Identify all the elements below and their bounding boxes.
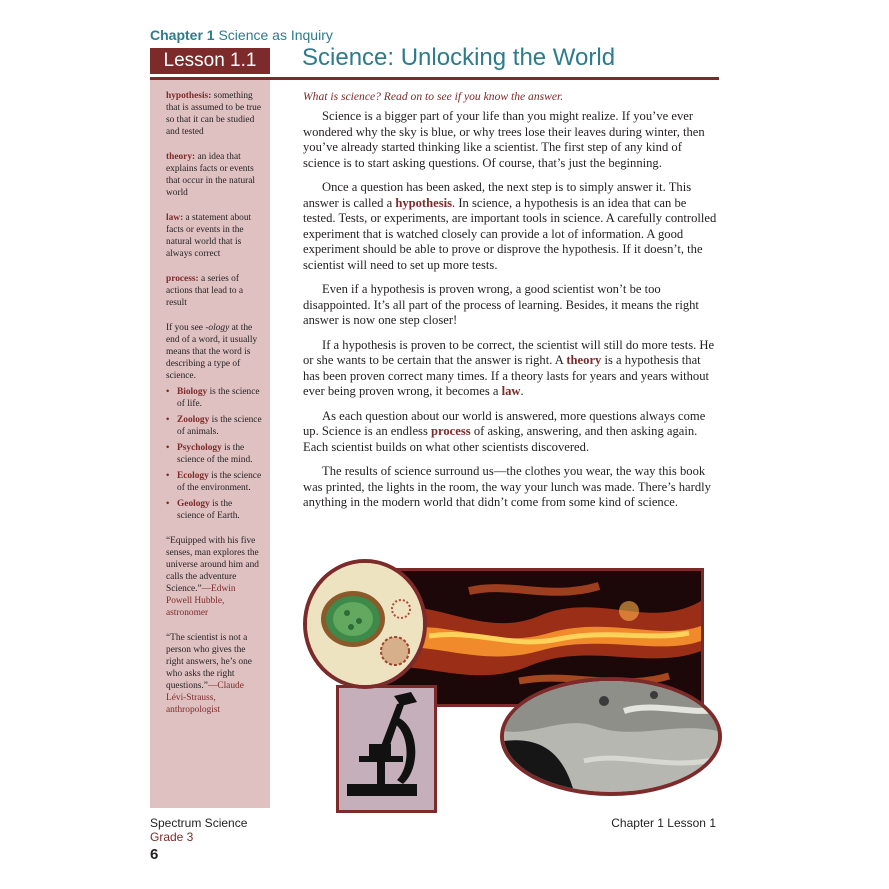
ology-term: Biology (177, 387, 208, 397)
paragraph-1 (303, 109, 718, 171)
definition-text: a statement about facts or events in the natural world that is always correct (166, 213, 252, 259)
quote-levi-strauss (166, 632, 262, 716)
ology-note (166, 322, 262, 382)
bullet: • (166, 387, 170, 397)
paragraph-text: . In science, a hypothesis is an idea that can be tested. Tests, or experiments, are important tools in science. A carefully controlled experiment that is watched closely can provide a lot of information. A good experiment should be able to prove or disprove the hypothesis. If it doesn’t, the scientist will need to set up more tests. (303, 195, 717, 272)
definition-text: a series of actions that lead to a result (166, 274, 244, 308)
bullet: • (166, 499, 170, 509)
glacier-photo (500, 677, 722, 796)
keyword-hypothesis: hypothesis (395, 195, 453, 210)
glacier-image (504, 681, 718, 792)
paragraph-text: is a hypothesis that has been proven correct many times. If a theory lasts for years and years without ever being proven wrong, it becomes a (303, 353, 710, 398)
list-item (166, 498, 262, 522)
paragraph-text: The results of science surround us—the clothes you wear, the way this book was printed, the lights in the room, the way your lunch was made. There’s hardly anything in the modern world that didn’t come from some kind of science. (303, 464, 711, 509)
page-number: 6 (150, 846, 159, 863)
ology-text: is the science of the environment. (177, 471, 262, 493)
book-footer (150, 816, 247, 844)
paragraph-2 (303, 180, 718, 273)
ology-text: is the science of Earth. (177, 499, 240, 521)
ology-term: Geology (177, 499, 210, 509)
keyword-theory: theory (566, 353, 602, 367)
ology-term: Psychology (177, 443, 222, 453)
quote-hubble (166, 535, 262, 619)
pollen-photo (303, 559, 427, 689)
keyword-process: process (431, 424, 471, 438)
ology-prefix: If you see (166, 323, 206, 333)
bullet: • (166, 471, 170, 481)
paragraph-3 (303, 282, 718, 329)
paragraph-text: . (520, 384, 524, 398)
list-item (166, 442, 262, 466)
ology-rest: at the end of a word, it usually means that the word is describing a type of science. (166, 323, 258, 381)
paragraph-text: Once a question has been asked, the next step is to simply answer it. This answer is called a (303, 180, 692, 210)
chapter-lesson-footer: Chapter 1 Lesson 1 (611, 816, 716, 830)
intro-question: What is science? Read on to see if you know the answer. (303, 90, 564, 103)
lesson-badge: Lesson 1.1 (150, 48, 270, 74)
quote-attribution: —Edwin Powell Hubble, astronomer (166, 584, 236, 618)
keyword-law: law (501, 384, 521, 398)
definition-term: hypothesis: (166, 91, 212, 101)
lesson-title: Science: Unlocking the World (302, 44, 616, 71)
book-title: Spectrum Science (150, 816, 248, 830)
ology-term: Zoology (177, 415, 210, 425)
paragraph-text: Even if a hypothesis is proven wrong, a good scientist won’t be too disappointed. It’s all part of the process of learning. Besides, it means the right answer is now one step closer! (303, 282, 699, 327)
chapter-title: Science as Inquiry (218, 27, 333, 43)
definition-term: process: (166, 274, 199, 284)
bullet: • (166, 443, 170, 453)
quote-text: “The scientist is not a person who gives the right answers, he’s one who asks the right questions.” (166, 633, 252, 691)
ology-term: Ecology (177, 471, 209, 481)
list-item (166, 386, 262, 410)
ology-text: is the science of animals. (177, 415, 262, 437)
definition-text: something that is assumed to be true so that it can be studied and tested (166, 91, 262, 137)
bullet: • (166, 415, 170, 425)
definition-law (166, 212, 262, 260)
definition-theory (166, 151, 262, 199)
lesson-body (303, 109, 718, 520)
paragraph-5 (303, 409, 718, 456)
paragraph-4 (303, 338, 718, 400)
vocabulary-sidebar (150, 80, 270, 808)
microscope-icon (339, 688, 434, 810)
list-item (166, 414, 262, 438)
definition-hypothesis (166, 90, 262, 138)
paragraph-text: of asking, answering, and then asking again. Each scientist builds on what other scientists discovered. (303, 424, 698, 454)
pollen-image (307, 563, 423, 685)
paragraph-text: As each question about our world is answered, more questions always come up. Science is an endless (303, 408, 706, 438)
grade-label: Grade 3 (150, 830, 194, 844)
quote-attribution: —Claude Lévi-Strauss, anthropologist (166, 681, 244, 715)
paragraph-text: Science is a bigger part of your life than you might realize. If you’ve ever wondered why the sky is blue, or why trees lose their leaves during winter, then you’ve already started thinking like a scientist. The first step of any kind of science is to start asking questions. Of course, that’s just the beginning. (303, 109, 705, 170)
chapter-heading (150, 27, 333, 43)
quote-text: “Equipped with his five senses, man explores the universe around him and calls the adventure Science.” (166, 536, 259, 594)
ology-text: is the science of life. (177, 387, 260, 409)
definition-text: an idea that explains facts or events that occur in the natural world (166, 152, 256, 198)
paragraph-text: If a hypothesis is proven to be correct, the scientist will still do more tests. He or she wants to be certain that the answer is right. A (303, 337, 715, 367)
ology-suffix: -ology (205, 323, 230, 333)
chapter-label: Chapter 1 (150, 27, 215, 43)
list-item (166, 470, 262, 494)
ology-text: is the science of the mind. (177, 443, 253, 465)
paragraph-6 (303, 464, 718, 511)
definition-process (166, 273, 262, 309)
definition-term: theory: (166, 152, 196, 162)
ology-list (166, 386, 262, 522)
microscope-photo (336, 685, 437, 813)
definition-term: law: (166, 213, 184, 223)
